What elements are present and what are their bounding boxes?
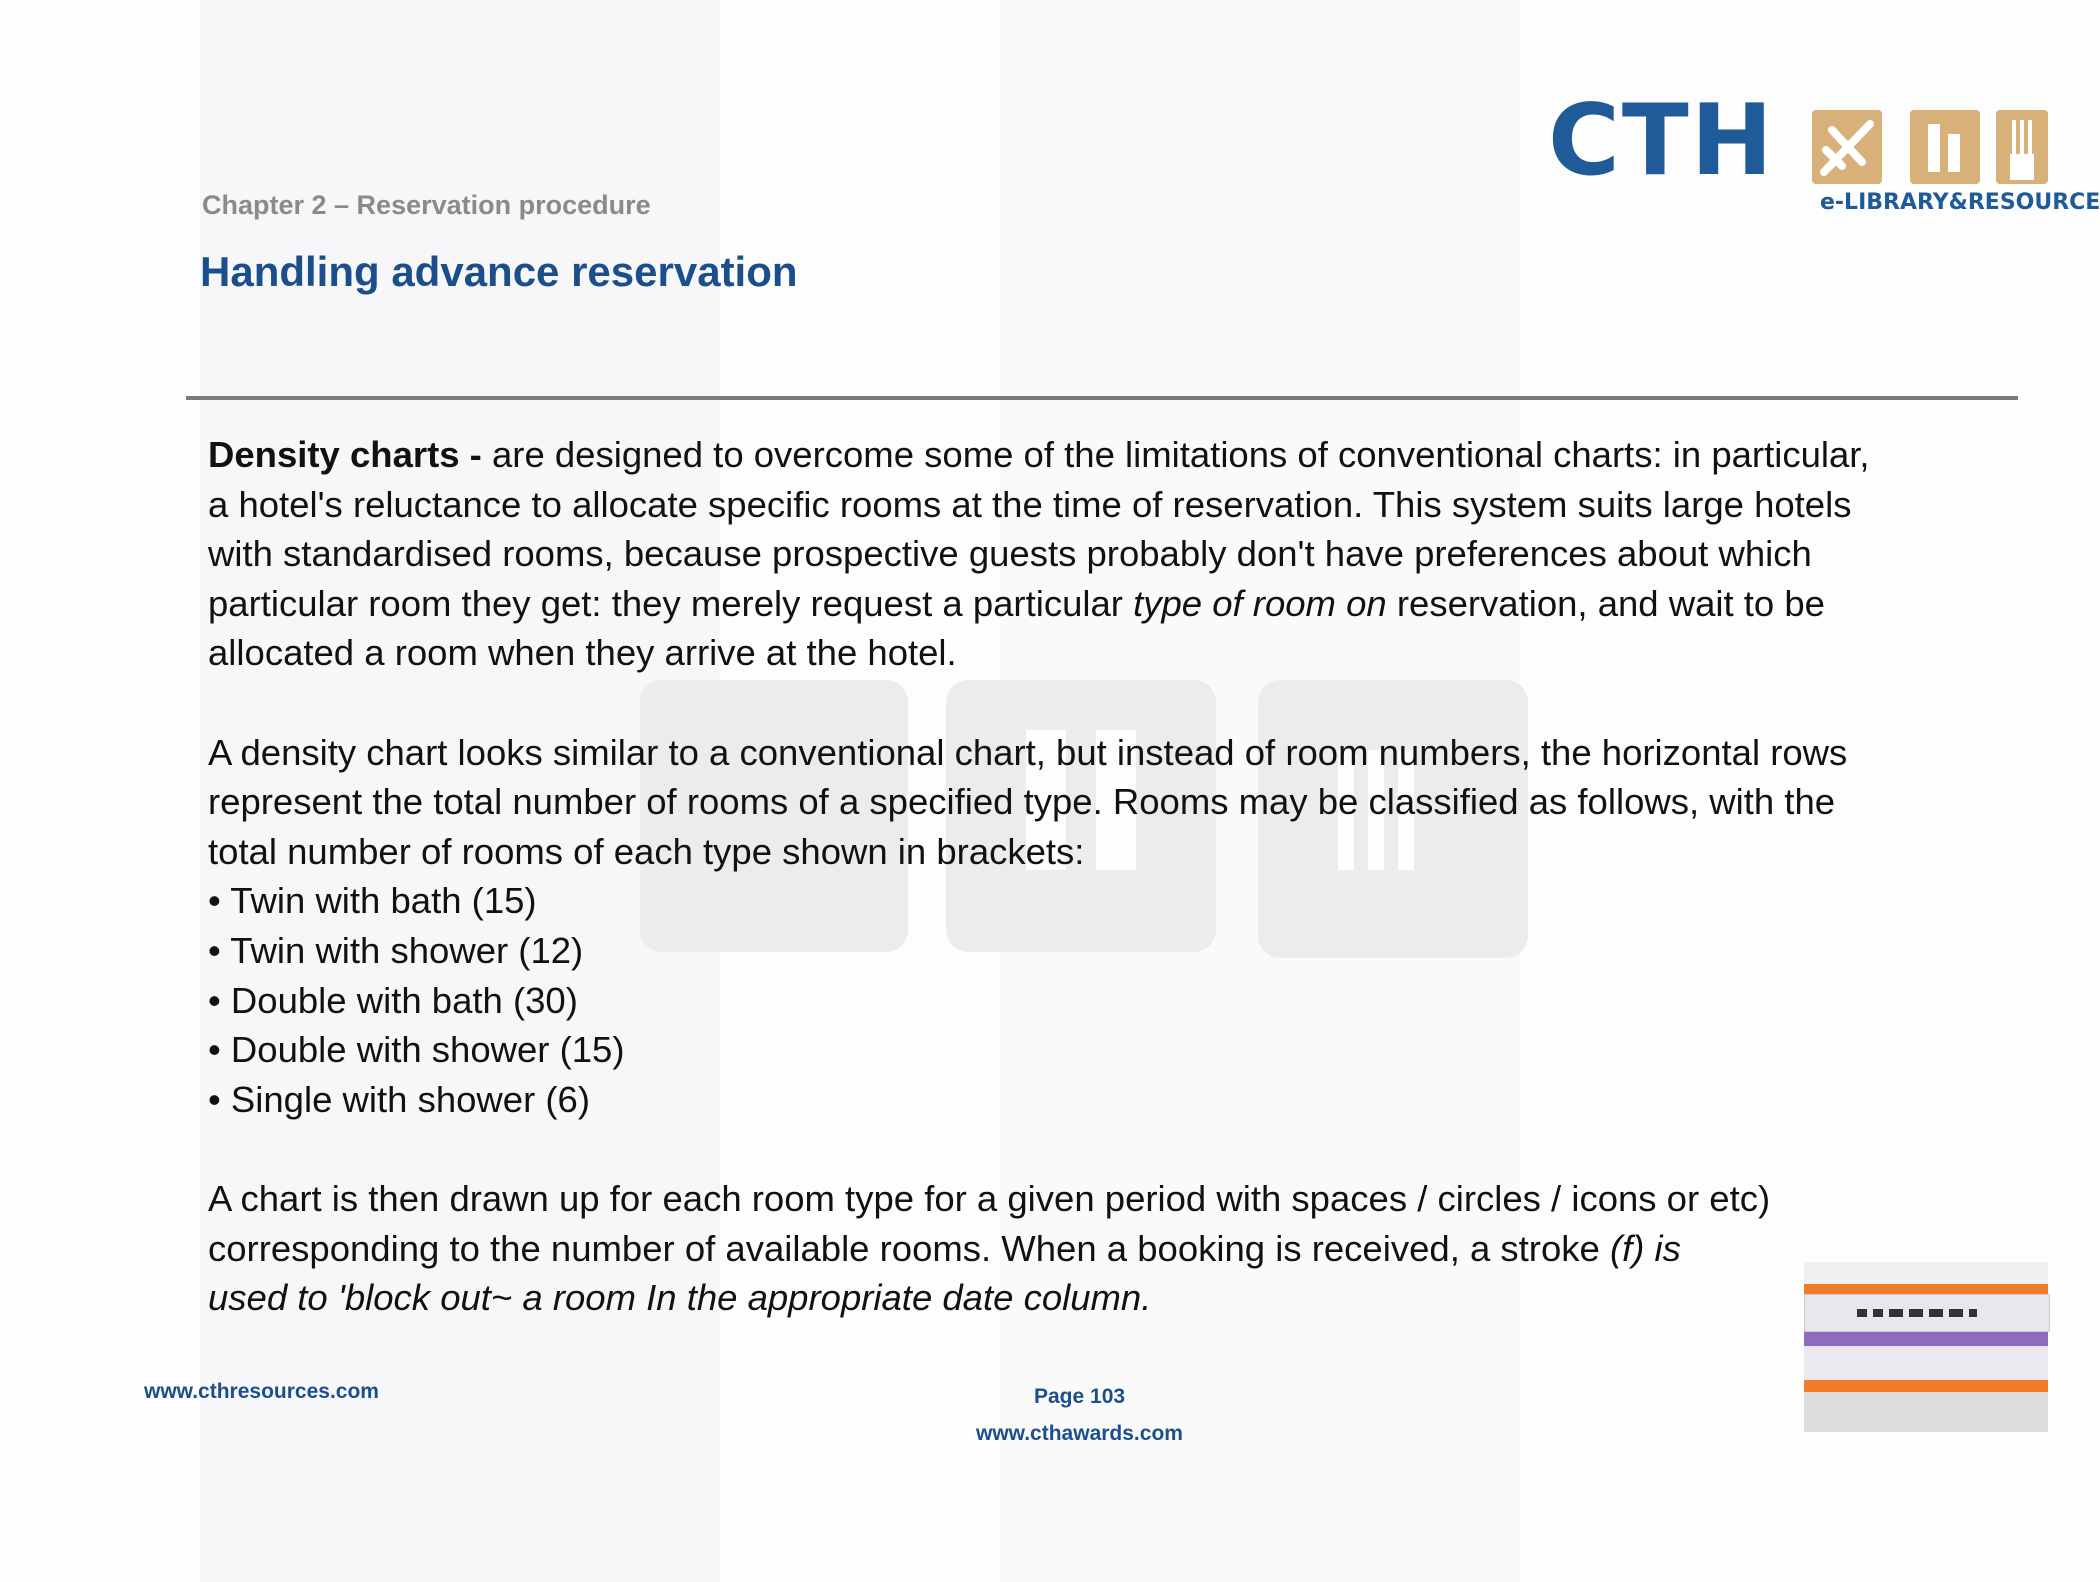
cth-logo bbox=[1548, 84, 2100, 218]
chapter-heading: Chapter 2 – Reservation procedure bbox=[202, 190, 651, 220]
paragraph-line bbox=[208, 430, 2008, 480]
paragraph-line: represent the total number of rooms of a specified type. Rooms may be classified as follows, with the bbox=[208, 781, 1836, 823]
bold-term: Density charts - bbox=[208, 434, 482, 475]
list-item: • Single with shower (6) bbox=[208, 1078, 590, 1120]
cutlery-icon bbox=[1996, 110, 2048, 184]
italic-text: type of room on bbox=[1133, 582, 1387, 624]
footer-link-awards[interactable]: www.cthawards.com bbox=[976, 1422, 1183, 1445]
books-illustration bbox=[1804, 1262, 2048, 1432]
building-icon bbox=[1910, 110, 1980, 184]
logo-subtitle: e-LIBRARY&RESOURCE bbox=[1820, 190, 2100, 215]
paragraph-line: a hotel's reluctance to allocate specific rooms at the time of reservation. This system suits large hotels bbox=[208, 483, 1852, 525]
paragraph-line: A chart is then drawn up for each room type for a given period with spaces / circles / icons or etc) bbox=[208, 1177, 1771, 1219]
paragraph-line: allocated a room when they arrive at the hotel. bbox=[208, 632, 957, 674]
paragraph-line: A density chart looks similar to a conventional chart, but instead of room numbers, the horizontal rows bbox=[208, 731, 1848, 773]
list-item: • Double with shower (15) bbox=[208, 1029, 625, 1071]
list-item: • Twin with bath (15) bbox=[208, 880, 537, 922]
logo-wordmark: CTH bbox=[1548, 84, 1775, 198]
page-title: Handling advance reservation bbox=[200, 248, 798, 295]
footer-link-resources[interactable]: www.cthresources.com bbox=[144, 1380, 379, 1403]
list-item: • Double with bath (30) bbox=[208, 979, 578, 1021]
page-number: Page 103 bbox=[1034, 1385, 1126, 1408]
paragraph-line: total number of rooms of each type shown in brackets: bbox=[208, 830, 1085, 872]
paragraph-line bbox=[208, 1224, 2008, 1274]
paragraph-line: with standardised rooms, because prospective guests probably don't have preferences about which bbox=[208, 533, 1812, 575]
body-text bbox=[208, 430, 2008, 1323]
text-span: particular room they get: they merely request a particular bbox=[208, 582, 1134, 624]
italic-text: (f) is bbox=[1609, 1227, 1681, 1269]
text-span: are designed to overcome some of the limitations of conventional charts: in particular, bbox=[481, 434, 1870, 475]
divider bbox=[186, 396, 2018, 400]
paragraph-line: used to 'block out~ a room In the appropriate date column. bbox=[208, 1277, 1152, 1319]
paragraph-line bbox=[208, 579, 2008, 629]
text-span: reservation, and wait to be bbox=[1386, 582, 1825, 624]
text-span: corresponding to the number of available rooms. When a booking is received, a stroke bbox=[208, 1227, 1610, 1269]
plane-icon bbox=[1812, 110, 1882, 184]
list-item: • Twin with shower (12) bbox=[208, 929, 584, 971]
